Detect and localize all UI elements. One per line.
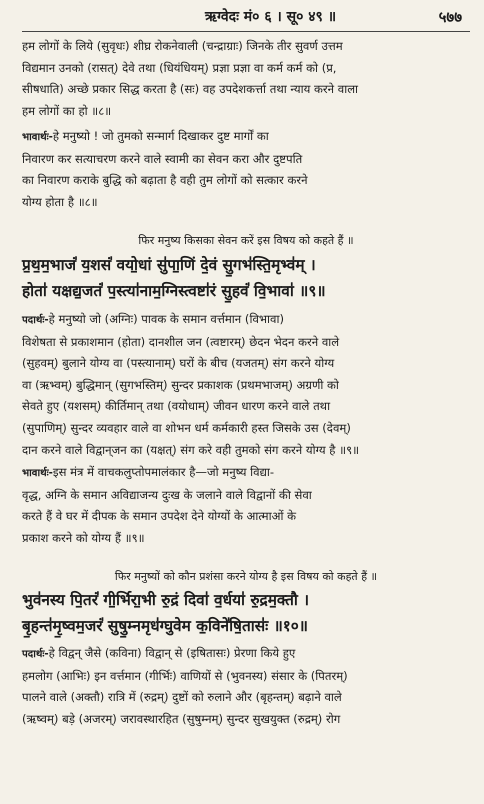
bhavartha-8 [22, 126, 470, 213]
mantra-10: भुव॑नस्य पि॒तरं॑ गी॒र्भिरा॒भी रु॒द्रं दिवा॑ व॒र्धया॑ रु॒द्रम॒क्तौ । बृ॒हन्त॑मृ॒ष्वम॒जरं॑ सुषु॒म्नमृध॑ग्घुवेम क॒विने॑षि॒तासः॑ ॥१०॥ [22, 591, 310, 635]
bhavartha-text: हे मनुष्यो ! जो तुमको सन्मार्ग दिखाकर दुष्ट मार्गों का निवारण कर सत्याचरण करने वाले स्वामी का सेवन करा और दुष्टपति का निवारण कराके बुद्धि को बढ़ाता है वही तुम लोगों को सत्कार करने योग्य होता है ॥८॥ [22, 129, 308, 209]
section-heading: फिर मनुष्य किसका सेवन करें इस विषय को कहते हैं ॥ [138, 234, 354, 247]
bhavartha-label: भावार्थः- [22, 468, 53, 479]
mantra-9: प्र॒थ॒म॒भाजं॑ य॒शसं॑ वयो॒धां सु॑पा॒णिं दे॒वं सु॒गभ॑स्ति॒मृभ्व॑म् । होता॑ यक्षद्य॒जतं॑ प॒स्त्या॑नाम॒ग्निस्त्वष्टा॑रं सु॒हवं॑ वि॒भावा॑ ॥९॥ [22, 256, 326, 300]
padartha-label: पदार्थः- [22, 649, 49, 660]
section-heading: फिर मनुष्यों को कौन प्रशंसा करने योग्य है इस विषय को कहते हैं ॥ [114, 570, 378, 583]
padartha-text: हे मनुष्यो जो (अग्निः) पावक के समान वर्त्तमान (विभावा) विशेषता से प्रकाशमान (होता) दानशील जन (त्वष्टारम्) छेदन भेदन करने वाले (सुहवम्) बुलाने योग्य वा (पस्त्यानाम्) घरों के बीच (यजतम्) संग करने योग्य वा (ऋभ्वम्) बुद्धिमान् (सुगभस्तिम्) सुन्दर प्रकाशक (प्रथमभाजम्) अग्रणी को सेवते हुए (यशसम्) कीर्तिमान् तथा (वयोधाम्) जीवन धारण करने वाले तथा (सुपाणिम्) सुन्दर व्यवहार वाले वा शोभन धर्म कर्मकारी हस्त जिसके उस (देवम्) दान करने वाले विद्वान्‌जन का (यक्षत्) संग करे वही तुमको संग करने योग्य है ॥९॥ [22, 312, 360, 457]
paragraph-continuation: हम लोगों के लिये (सुवृधः) शीघ्र रोकनेवाली (चन्द्राग्राः) जिनके तीर सुवर्ण उत्तम विद्यमान उनको (रासत्) देवे तथा (धियंधियम्) प्रज्ञा प्रज्ञा वा कर्म कर्म को (प्र, सीषधाति) अच्छे प्रकार सिद्ध करता है (सः) वह उपदेशकर्त्ता तथा न्याय करने वाला हम लोगों का हो ॥८॥ [22, 39, 359, 118]
padartha-10 [22, 643, 470, 730]
page-header [0, 4, 484, 28]
bhavartha-text: इस मंत्र में वाचकलुप्तोपमालंकार है—जो मनुष्य विद्या- वृद्ध, अग्नि के समान अविद्याजन्य दुःख के जलाने वाले विद्वानों की सेवा करते हैं वे घर में दीपक के समान उपदेश देने योग्यों के आत्माओं के प्रकाश करने को योग्य हैं ॥९॥ [22, 465, 312, 545]
page-number: ५७७ [438, 8, 462, 26]
header-rule [22, 31, 470, 32]
bhavartha-label: भावार्थः- [22, 132, 53, 143]
padartha-label: पदार्थः- [22, 315, 49, 326]
bhavartha-9 [22, 462, 470, 549]
padartha-9 [22, 309, 470, 461]
running-title: ऋग्वेदः मं० ६ । सू० ४९ ॥ [205, 9, 337, 25]
padartha-text: हे विद्वन् जैसे (कविना) विद्वान् से (इषितासः) प्रेरणा किये हुए हमलोग (आभिः) इन वर्त्तमान (गीर्भिः) वाणियों से (भुवनस्य) संसार के (पितरम्) पालने वाले (अक्तौ) रात्रि में (रुद्रम्) दुष्टों को रुलाने और (बृहन्तम्) बढ़ाने वाले (ऋष्वम्) बड़े (अजरम्) जरावस्थारहित (सुषुम्नम्) सुन्दर सुखयुक्त (रुद्रम्) रोग [22, 646, 348, 726]
